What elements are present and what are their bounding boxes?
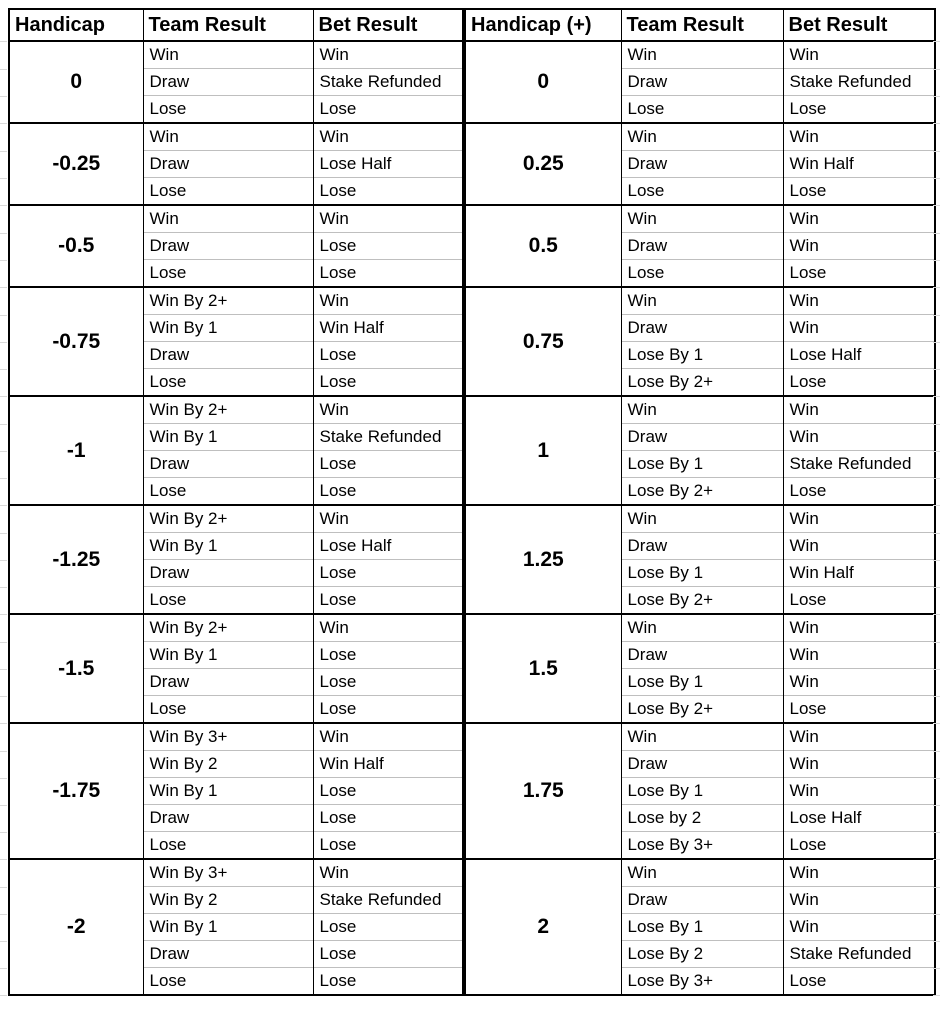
margin-gridline-tick (0, 751, 7, 752)
margin-gridline-tick (0, 369, 7, 370)
table-row (465, 41, 935, 69)
table-row (9, 505, 463, 533)
team-result-cell: Win By 2 (143, 887, 313, 914)
margin-gridline-tick (0, 859, 7, 860)
margin-gridline-tick (933, 696, 940, 697)
team-result-cell: Draw (621, 642, 783, 669)
bet-result-cell: Lose (313, 642, 463, 669)
margin-gridline-tick (0, 233, 7, 234)
asian-handicap-table-negative (8, 8, 464, 996)
team-result-cell: Draw (621, 315, 783, 342)
margin-gridline-tick (0, 968, 7, 969)
team-result-cell: Draw (621, 151, 783, 178)
bet-result-cell: Lose (313, 342, 463, 369)
bet-result-cell: Stake Refunded (313, 424, 463, 451)
margin-gridline-tick (933, 505, 940, 506)
team-result-cell: Draw (621, 887, 783, 914)
bet-result-cell: Lose (313, 260, 463, 288)
team-result-cell: Win (621, 41, 783, 69)
handicap-value-cell: 2 (465, 859, 621, 995)
bet-result-cell: Stake Refunded (783, 69, 935, 96)
bet-result-cell: Win (783, 751, 935, 778)
bet-result-cell: Lose (313, 478, 463, 506)
handicap-value-cell: 0.5 (465, 205, 621, 287)
team-result-cell: Win By 3+ (143, 723, 313, 751)
bet-result-cell: Lose (313, 451, 463, 478)
margin-gridline-tick (0, 642, 7, 643)
bet-result-cell: Win (313, 859, 463, 887)
bet-result-cell: Win (783, 396, 935, 424)
margin-gridline-tick (933, 751, 940, 752)
team-result-cell: Win (621, 505, 783, 533)
bet-result-cell: Lose (313, 832, 463, 860)
margin-gridline-tick (933, 669, 940, 670)
margin-gridline-tick (933, 723, 940, 724)
bet-result-cell: Lose Half (783, 342, 935, 369)
bet-result-cell: Lose (313, 778, 463, 805)
bet-result-cell: Win (783, 859, 935, 887)
team-result-cell: Lose (143, 96, 313, 124)
team-result-cell: Lose By 2 (621, 941, 783, 968)
team-result-cell: Win By 1 (143, 642, 313, 669)
bet-result-cell: Stake Refunded (783, 941, 935, 968)
margin-gridline-tick (933, 178, 940, 179)
team-result-cell: Lose By 1 (621, 560, 783, 587)
handicap-value-cell: 1 (465, 396, 621, 505)
bet-result-cell: Win (783, 533, 935, 560)
bet-result-cell: Win (783, 315, 935, 342)
margin-gridline-tick (933, 123, 940, 124)
table-row (465, 205, 935, 233)
margin-gridline-tick (933, 287, 940, 288)
bet-result-cell: Lose (783, 696, 935, 724)
team-result-cell: Lose By 2+ (621, 369, 783, 397)
margin-gridline-tick (933, 451, 940, 452)
bet-result-cell: Lose (313, 805, 463, 832)
handicap-value-cell: -1.75 (9, 723, 143, 859)
bet-result-cell: Win (783, 642, 935, 669)
margin-gridline-tick (0, 887, 7, 888)
bet-result-cell: Win (783, 233, 935, 260)
team-result-cell: Draw (143, 69, 313, 96)
team-result-cell: Lose (621, 260, 783, 288)
team-result-cell: Draw (143, 560, 313, 587)
margin-gridline-tick (933, 260, 940, 261)
table-row (465, 287, 935, 315)
margin-gridline-tick (0, 342, 7, 343)
bet-result-cell: Lose (783, 587, 935, 615)
margin-gridline-tick (933, 587, 940, 588)
margin-gridline-tick (0, 451, 7, 452)
table-row (9, 205, 463, 233)
team-result-cell: Lose By 2+ (621, 696, 783, 724)
handicap-value-cell: -0.25 (9, 123, 143, 205)
handicap-value-cell: 0 (465, 41, 621, 123)
margin-gridline-tick (0, 723, 7, 724)
team-result-cell: Win By 2+ (143, 287, 313, 315)
bet-result-cell: Stake Refunded (313, 887, 463, 914)
team-result-cell: Lose By 1 (621, 669, 783, 696)
table-row (465, 396, 935, 424)
team-result-cell: Win By 3+ (143, 859, 313, 887)
team-result-cell: Draw (143, 451, 313, 478)
handicap-value-cell: -1 (9, 396, 143, 505)
margin-gridline-tick (933, 69, 940, 70)
margin-gridline-tick (933, 614, 940, 615)
margin-gridline-tick (0, 914, 7, 915)
bet-result-cell: Win (313, 614, 463, 642)
bet-result-cell: Win (783, 41, 935, 69)
margin-gridline-tick (933, 560, 940, 561)
margin-gridline-tick (0, 587, 7, 588)
bet-result-cell: Lose (313, 178, 463, 206)
margin-gridline-tick (0, 96, 7, 97)
team-result-cell: Lose By 3+ (621, 832, 783, 860)
team-result-cell: Draw (143, 151, 313, 178)
bet-result-cell: Lose (313, 233, 463, 260)
margin-gridline-tick (933, 478, 940, 479)
team-result-cell: Lose (621, 96, 783, 124)
margin-gridline-tick (0, 669, 7, 670)
team-result-cell: Win (621, 723, 783, 751)
bet-result-cell: Lose (783, 832, 935, 860)
margin-gridline-tick (0, 614, 7, 615)
margin-gridline-tick (933, 96, 940, 97)
margin-gridline-tick (0, 533, 7, 534)
handicap-value-cell: 1.25 (465, 505, 621, 614)
margin-gridline-tick (933, 941, 940, 942)
margin-gridline-tick (933, 369, 940, 370)
margin-gridline-tick (933, 233, 940, 234)
margin-gridline-tick (0, 478, 7, 479)
margin-gridline-tick (933, 151, 940, 152)
asian-handicap-table-positive (464, 8, 936, 996)
bet-result-cell: Win (783, 914, 935, 941)
margin-gridline-tick (0, 396, 7, 397)
handicap-value-cell: -2 (9, 859, 143, 995)
header-row (9, 9, 463, 41)
margin-gridline-tick (0, 805, 7, 806)
margin-gridline-tick (0, 560, 7, 561)
margin-gridline-tick (0, 41, 7, 42)
bet-result-cell: Lose (313, 941, 463, 968)
bet-result-cell: Lose Half (313, 533, 463, 560)
margin-gridline-tick (0, 178, 7, 179)
team-result-cell: Win By 2+ (143, 614, 313, 642)
margin-gridline-tick (933, 642, 940, 643)
margin-gridline-tick (933, 887, 940, 888)
handicap-value-cell: -0.5 (9, 205, 143, 287)
column-header-bet-result: Bet Result (313, 9, 463, 41)
team-result-cell: Win (621, 123, 783, 151)
margin-gridline-tick (933, 533, 940, 534)
table-row (9, 859, 463, 887)
bet-result-cell: Win (313, 41, 463, 69)
bet-result-cell: Win (783, 778, 935, 805)
team-result-cell: Draw (143, 805, 313, 832)
bet-result-cell: Win (783, 614, 935, 642)
team-result-cell: Lose (143, 968, 313, 996)
team-result-cell: Win By 1 (143, 778, 313, 805)
team-result-cell: Lose (143, 178, 313, 206)
table-row (9, 396, 463, 424)
margin-gridline-tick (933, 41, 940, 42)
team-result-cell: Draw (621, 533, 783, 560)
bet-result-cell: Win (783, 205, 935, 233)
margin-gridline-tick (0, 778, 7, 779)
team-result-cell: Lose By 1 (621, 778, 783, 805)
team-result-cell: Win By 2 (143, 751, 313, 778)
bet-result-cell: Win (783, 723, 935, 751)
bet-result-cell: Win (783, 287, 935, 315)
margin-gridline-tick (0, 287, 7, 288)
table-row (9, 614, 463, 642)
bet-result-cell: Lose (313, 914, 463, 941)
bet-result-cell: Win Half (783, 560, 935, 587)
bet-result-cell: Win (313, 505, 463, 533)
handicap-value-cell: 0 (9, 41, 143, 123)
margin-gridline-tick (0, 696, 7, 697)
team-result-cell: Draw (143, 342, 313, 369)
bet-result-cell: Win (783, 669, 935, 696)
handicap-value-cell: 1.5 (465, 614, 621, 723)
column-header-handicap: Handicap (9, 9, 143, 41)
bet-result-cell: Lose Half (313, 151, 463, 178)
margin-gridline-tick (0, 995, 7, 996)
team-result-cell: Win (621, 859, 783, 887)
bet-result-cell: Lose (783, 369, 935, 397)
handicap-value-cell: 0.25 (465, 123, 621, 205)
team-result-cell: Lose by 2 (621, 805, 783, 832)
margin-gridline-tick (933, 396, 940, 397)
margin-gridline-tick (0, 69, 7, 70)
bet-result-cell: Win (313, 287, 463, 315)
bet-result-cell: Win (313, 123, 463, 151)
column-header-handicap: Handicap (+) (465, 9, 621, 41)
team-result-cell: Win By 1 (143, 315, 313, 342)
team-result-cell: Lose By 1 (621, 342, 783, 369)
bet-result-cell: Lose (313, 560, 463, 587)
team-result-cell: Draw (621, 751, 783, 778)
team-result-cell: Draw (621, 233, 783, 260)
table-row (9, 723, 463, 751)
team-result-cell: Win (621, 614, 783, 642)
bet-result-cell: Win (783, 424, 935, 451)
margin-gridline-tick (933, 859, 940, 860)
header-row (465, 9, 935, 41)
team-result-cell: Win By 1 (143, 533, 313, 560)
team-result-cell: Draw (143, 941, 313, 968)
table-row (9, 123, 463, 151)
team-result-cell: Win (143, 41, 313, 69)
team-result-cell: Lose (143, 478, 313, 506)
team-result-cell: Win (621, 205, 783, 233)
bet-result-cell: Stake Refunded (313, 69, 463, 96)
margin-gridline-tick (0, 123, 7, 124)
team-result-cell: Lose (143, 696, 313, 724)
margin-gridline-tick (0, 151, 7, 152)
margin-gridline-tick (0, 315, 7, 316)
team-result-cell: Lose (143, 587, 313, 615)
margin-gridline-tick (933, 995, 940, 996)
team-result-cell: Draw (143, 233, 313, 260)
team-result-cell: Win (143, 205, 313, 233)
team-result-cell: Draw (621, 69, 783, 96)
column-header-team-result: Team Result (143, 9, 313, 41)
table-row (465, 614, 935, 642)
bet-result-cell: Lose (313, 587, 463, 615)
table-row (465, 859, 935, 887)
handicap-value-cell: -1.25 (9, 505, 143, 614)
team-result-cell: Win By 2+ (143, 505, 313, 533)
bet-result-cell: Lose (313, 96, 463, 124)
margin-gridline-tick (933, 315, 940, 316)
table-row (465, 505, 935, 533)
bet-result-cell: Lose (313, 369, 463, 397)
bet-result-cell: Win (313, 396, 463, 424)
margin-gridline-tick (933, 968, 940, 969)
column-header-team-result: Team Result (621, 9, 783, 41)
margin-gridline-tick (0, 832, 7, 833)
team-result-cell: Lose By 2+ (621, 587, 783, 615)
margin-gridline-tick (0, 941, 7, 942)
team-result-cell: Win By 2+ (143, 396, 313, 424)
team-result-cell: Draw (143, 669, 313, 696)
bet-result-cell: Lose (783, 260, 935, 288)
margin-gridline-tick (933, 832, 940, 833)
margin-gridline-tick (0, 505, 7, 506)
team-result-cell: Lose (143, 260, 313, 288)
bet-result-cell: Lose (783, 178, 935, 206)
team-result-cell: Lose (621, 178, 783, 206)
team-result-cell: Lose (143, 369, 313, 397)
bet-result-cell: Win (313, 205, 463, 233)
handicap-value-cell: -1.5 (9, 614, 143, 723)
team-result-cell: Lose By 3+ (621, 968, 783, 996)
bet-result-cell: Lose Half (783, 805, 935, 832)
bet-result-cell: Win (783, 887, 935, 914)
table-row (9, 287, 463, 315)
team-result-cell: Lose By 1 (621, 451, 783, 478)
margin-gridline-tick (933, 205, 940, 206)
margin-gridline-tick (933, 805, 940, 806)
team-result-cell: Win (621, 287, 783, 315)
team-result-cell: Win (621, 396, 783, 424)
margin-gridline-tick (0, 260, 7, 261)
bet-result-cell: Lose (783, 478, 935, 506)
bet-result-cell: Win Half (783, 151, 935, 178)
bet-result-cell: Lose (783, 968, 935, 996)
team-result-cell: Win (143, 123, 313, 151)
team-result-cell: Win By 1 (143, 424, 313, 451)
team-result-cell: Lose By 1 (621, 914, 783, 941)
bet-result-cell: Win (783, 505, 935, 533)
handicap-value-cell: 1.75 (465, 723, 621, 859)
margin-gridline-tick (933, 342, 940, 343)
bet-result-cell: Lose (783, 96, 935, 124)
table-row (465, 723, 935, 751)
team-result-cell: Win By 1 (143, 914, 313, 941)
table-row (9, 41, 463, 69)
margin-gridline-tick (933, 778, 940, 779)
bet-result-cell: Win (313, 723, 463, 751)
team-result-cell: Draw (621, 424, 783, 451)
margin-gridline-tick (933, 424, 940, 425)
bet-result-cell: Lose (313, 696, 463, 724)
team-result-cell: Lose (143, 832, 313, 860)
bet-result-cell: Lose (313, 669, 463, 696)
column-header-bet-result: Bet Result (783, 9, 935, 41)
team-result-cell: Lose By 2+ (621, 478, 783, 506)
bet-result-cell: Win Half (313, 315, 463, 342)
margin-gridline-tick (0, 424, 7, 425)
handicap-value-cell: 0.75 (465, 287, 621, 396)
margin-gridline-tick (0, 205, 7, 206)
bet-result-cell: Win Half (313, 751, 463, 778)
bet-result-cell: Stake Refunded (783, 451, 935, 478)
table-row (465, 123, 935, 151)
bet-result-cell: Win (783, 123, 935, 151)
handicap-value-cell: -0.75 (9, 287, 143, 396)
bet-result-cell: Lose (313, 968, 463, 996)
margin-gridline-tick (933, 914, 940, 915)
